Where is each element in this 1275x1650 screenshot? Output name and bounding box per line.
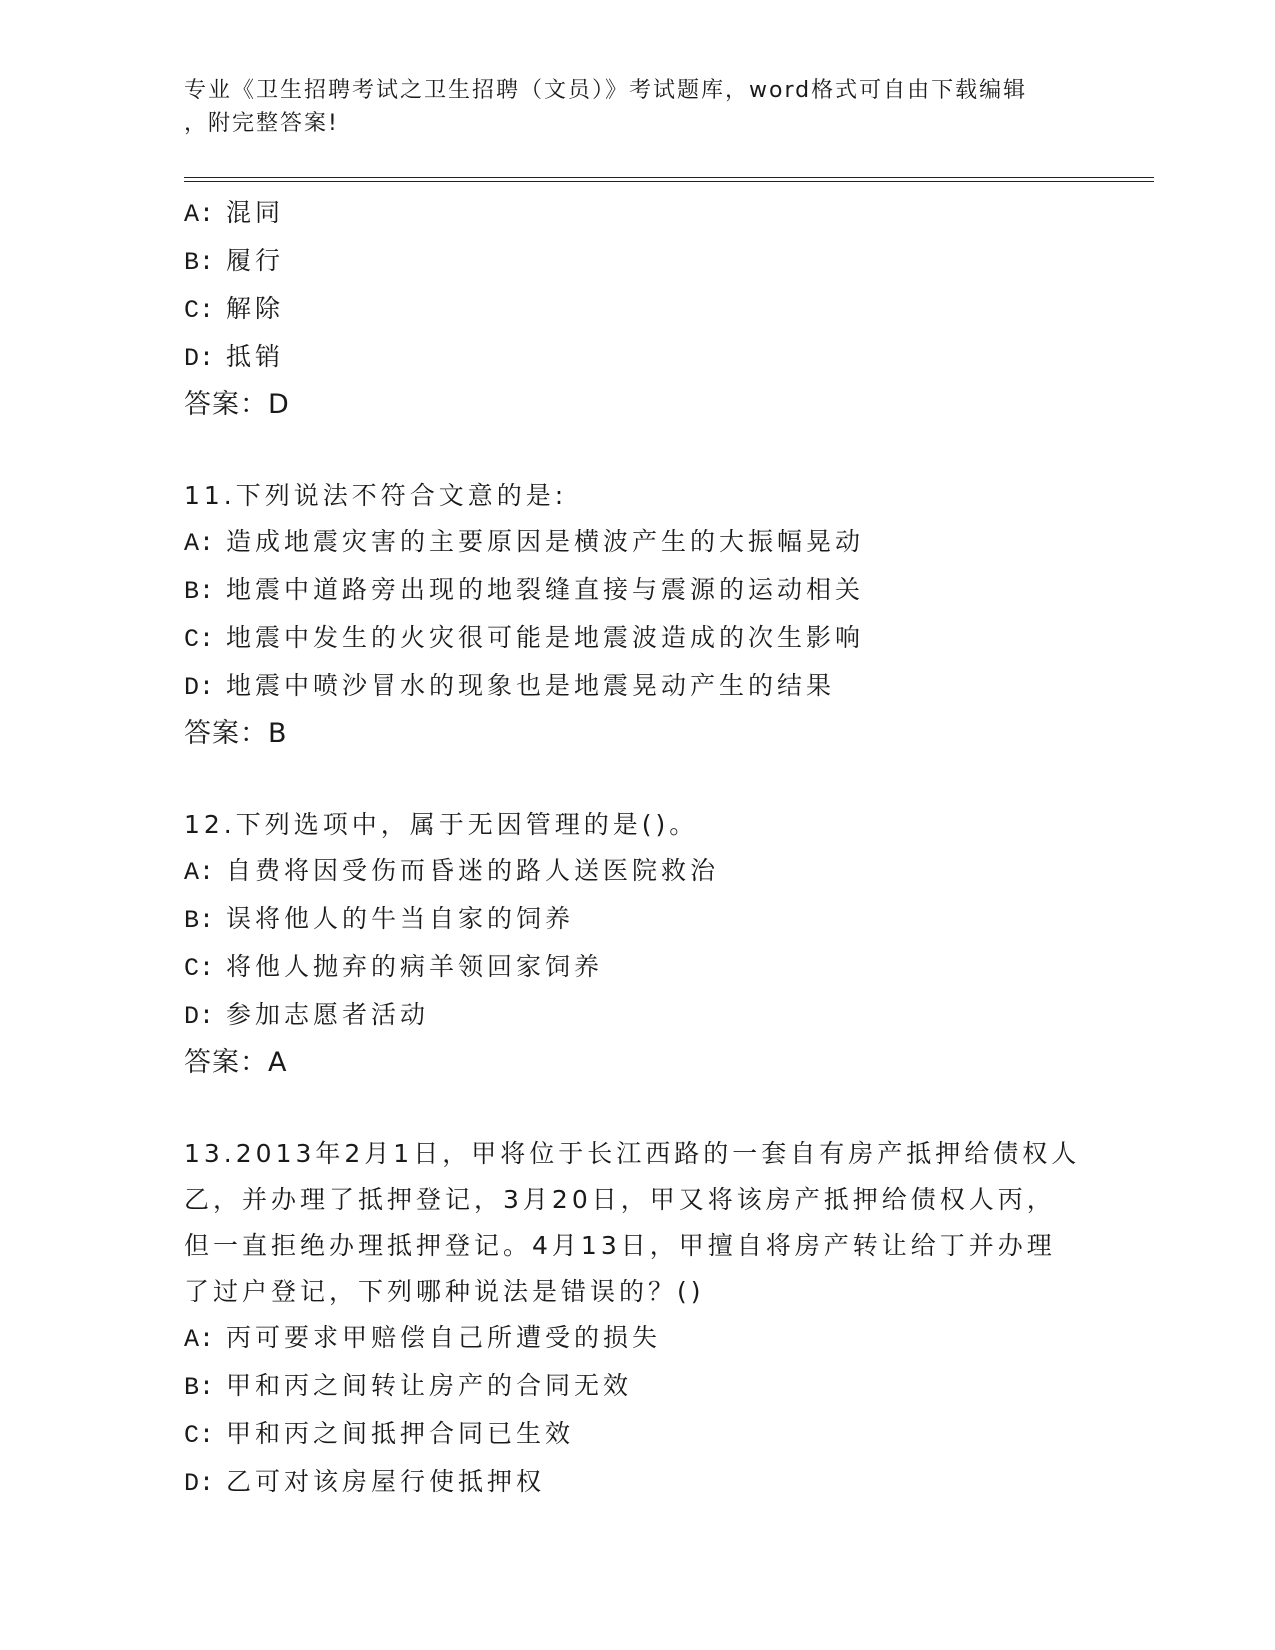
option-a <box>184 519 1084 567</box>
question-stem-line: 13.2013年2月1日，甲将位于长江西路的一套自有房产抵押给债权人 <box>184 1139 1081 1168</box>
question-10 <box>184 190 1084 428</box>
option-c <box>184 615 1084 663</box>
option-text: 误将他人的牛当自家的饲养 <box>225 904 574 933</box>
option-a <box>184 190 1084 238</box>
option-d <box>184 1459 1084 1507</box>
option-letter: A: <box>184 200 215 229</box>
header-divider-bottom <box>184 181 1154 182</box>
option-letter: D: <box>184 673 215 702</box>
option-b <box>184 896 1084 944</box>
option-text: 参加志愿者活动 <box>225 1000 429 1029</box>
option-letter: B: <box>184 906 215 935</box>
option-letter: C: <box>184 1421 215 1450</box>
question-11 <box>184 473 1084 757</box>
option-text: 履行 <box>225 246 284 275</box>
question-13 <box>184 1131 1084 1507</box>
option-letter: B: <box>184 248 215 277</box>
option-c <box>184 1411 1084 1459</box>
option-b <box>184 1363 1084 1411</box>
option-letter: D: <box>184 1469 215 1498</box>
answer: 答案：A <box>184 1047 288 1078</box>
option-text: 解除 <box>225 294 284 323</box>
option-text: 地震中喷沙冒水的现象也是地震晃动产生的结果 <box>225 671 835 700</box>
option-b <box>184 567 1084 615</box>
answer: 答案：D <box>184 389 290 420</box>
option-text: 甲和丙之间抵押合同已生效 <box>225 1419 574 1448</box>
option-letter: C: <box>184 954 215 983</box>
option-letter: C: <box>184 296 215 325</box>
option-d <box>184 334 1084 382</box>
option-b <box>184 238 1084 286</box>
option-letter: A: <box>184 1325 215 1354</box>
option-text: 混同 <box>225 198 284 227</box>
header-line-2: ，附完整答案! <box>184 111 339 136</box>
option-letter: A: <box>184 858 215 887</box>
question-list <box>184 190 1084 1507</box>
option-text: 自费将因受伤而昏迷的路人送医院救治 <box>225 856 719 885</box>
option-d <box>184 992 1084 1040</box>
option-a <box>184 1315 1084 1363</box>
question-stem-line: 了过户登记，下列哪种说法是错误的？() <box>184 1277 705 1306</box>
option-text: 造成地震灾害的主要原因是横波产生的大振幅晃动 <box>225 527 864 556</box>
option-c <box>184 944 1084 992</box>
question-stem-line: 但一直拒绝办理抵押登记。4月13日，甲擅自将房产转让给丁并办理 <box>184 1231 1056 1260</box>
question-stem: 11.下列说法不符合文意的是: <box>184 481 568 510</box>
option-letter: B: <box>184 1373 215 1402</box>
question-stem-line: 乙，并办理了抵押登记，3月20日，甲又将该房产抵押给债权人丙， <box>184 1185 1056 1214</box>
option-text: 将他人抛弃的病羊领回家饲养 <box>225 952 603 981</box>
option-letter: D: <box>184 1002 215 1031</box>
answer: 答案：B <box>184 718 288 749</box>
option-d <box>184 663 1084 711</box>
header-divider-top <box>184 177 1154 178</box>
option-text: 地震中发生的火灾很可能是地震波造成的次生影响 <box>225 623 864 652</box>
question-12 <box>184 802 1084 1086</box>
option-text: 地震中道路旁出现的地裂缝直接与震源的运动相关 <box>225 575 864 604</box>
question-stem: 12.下列选项中，属于无因管理的是()。 <box>184 810 699 839</box>
option-letter: C: <box>184 625 215 654</box>
option-text: 甲和丙之间转让房产的合同无效 <box>225 1371 632 1400</box>
option-c <box>184 286 1084 334</box>
option-text: 乙可对该房屋行使抵押权 <box>225 1467 545 1496</box>
option-text: 抵销 <box>225 342 284 371</box>
option-text: 丙可要求甲赔偿自己所遭受的损失 <box>225 1323 661 1352</box>
header-line-1: 专业《卫生招聘考试之卫生招聘（文员）》考试题库，word格式可自由下载编辑 <box>184 78 1028 103</box>
option-a <box>184 848 1084 896</box>
option-letter: D: <box>184 344 215 373</box>
option-letter: A: <box>184 529 215 558</box>
document-header <box>184 74 1084 140</box>
option-letter: B: <box>184 577 215 606</box>
